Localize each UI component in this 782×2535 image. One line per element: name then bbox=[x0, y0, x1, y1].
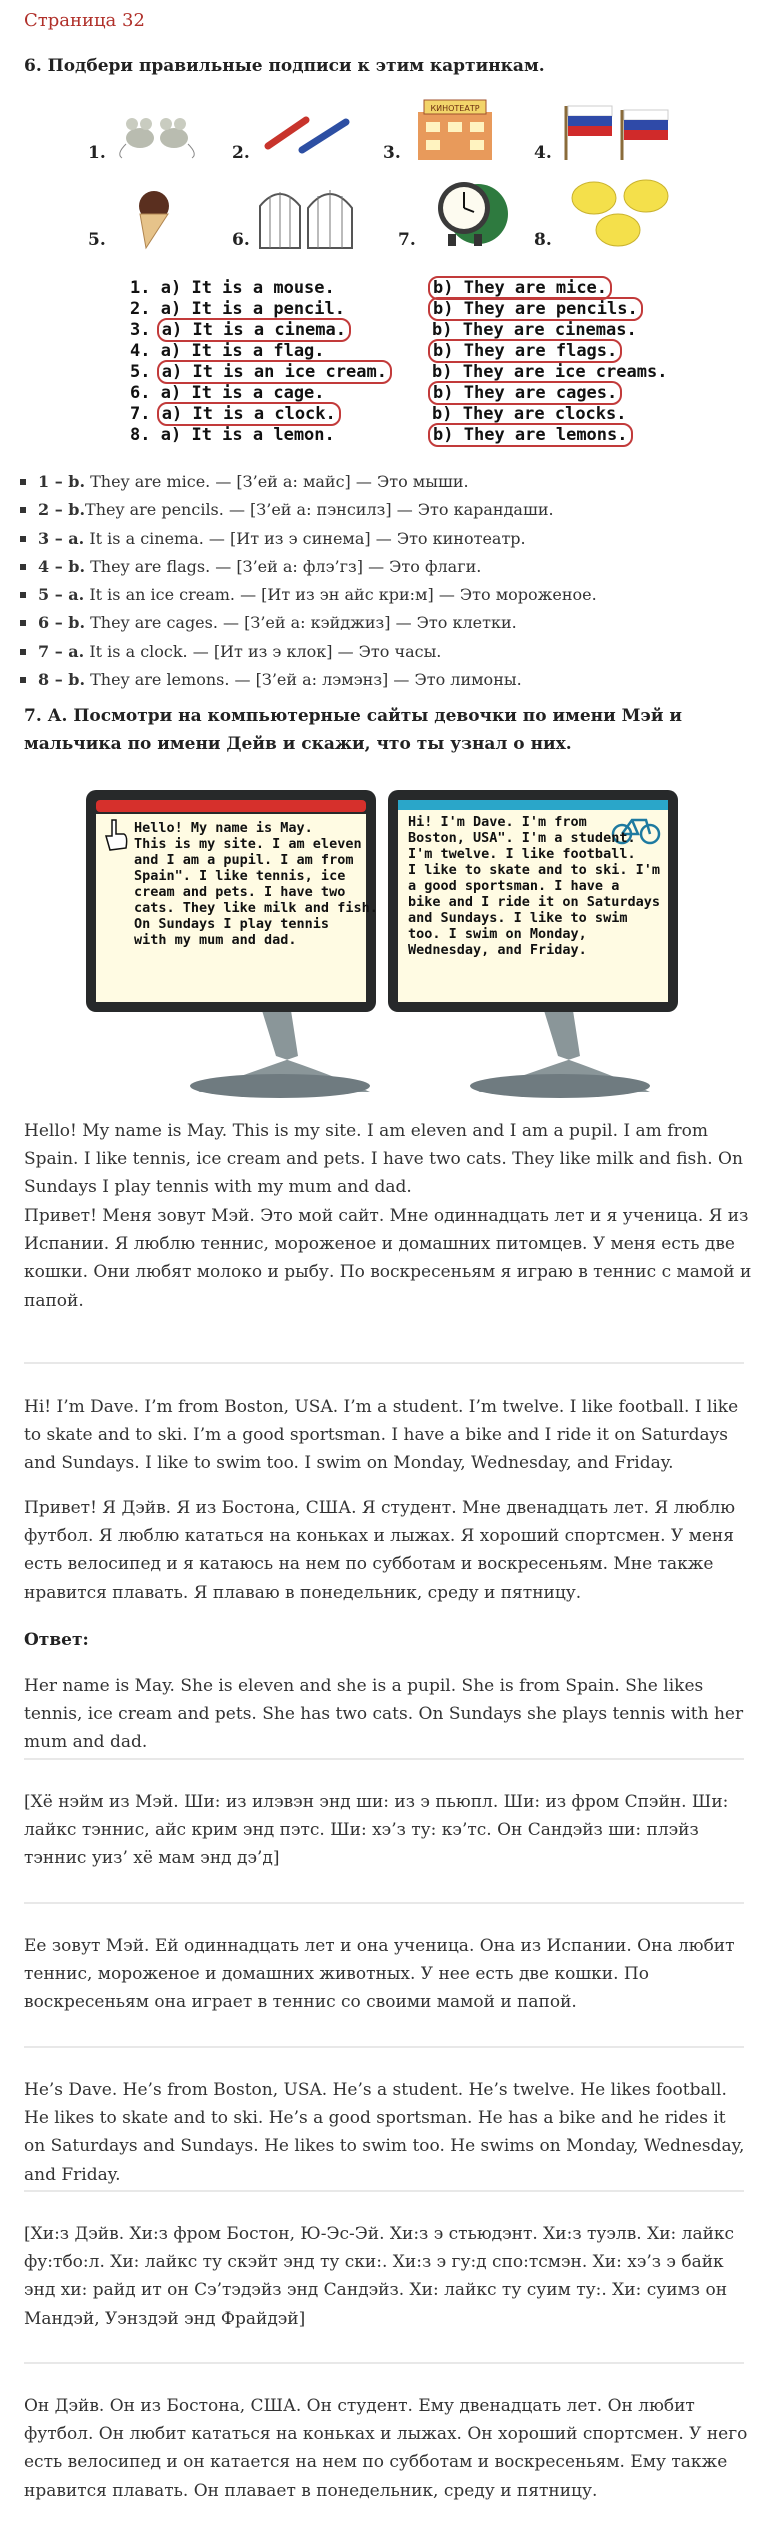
exercise-row: 6. a) It is a cage. bbox=[130, 383, 325, 403]
picture-number: 1. bbox=[88, 143, 106, 163]
circled-answer: a) It is a cinema. bbox=[157, 318, 351, 342]
exercise-row: 7. a) It is a clock. bbox=[130, 404, 392, 425]
circled-answer: b) They are pencils. bbox=[428, 297, 643, 321]
circled-answer: b) They are lemons. bbox=[428, 423, 633, 447]
answer-may-english: Her name is May. She is eleven and she is a pupil. She is from Spain. She likes tennis, ice cream and pets. She has two cats. On Sundays she plays tennis with her mum and dad. bbox=[24, 1676, 744, 1753]
circled-answer: b) They are flags. bbox=[428, 339, 622, 363]
answer-dave-transcription: [Хи:з Дэйв. Хи:з фром Бостон, Ю-Эс-Эй. Хи:з э стьюдэнт. Хи:з туэлв. Хи: лайкс фу:тбо:л. Хи: лайкс ту скэйт энд ту ски:. Хи:з э гу:д спо:тсмэн. Хи: хэ’з э байк энд хи: райд ит он Сэ’тэдэйз энд Сандэйз. Хи: лайкс ту суим ту:. Хи: суимз он Мандэй, Уэнздэй энд Фрайдэй] bbox=[24, 2224, 735, 2329]
exercise-row: 4. a) It is a flag. bbox=[130, 341, 325, 361]
picture-number: 7. bbox=[398, 230, 416, 250]
screen-header-bar bbox=[96, 800, 366, 812]
answer-may-transcription: [Хё нэйм из Мэй. Ши: из илэвэн энд ши: из э пьюпл. Ши: из фром Спэйн. Ши: лайкс тэннис, айс крим энд пэтс. Ши: хэ’з ту: кэ’тс. Он Сандэйз ши: плэйз тэннис уиз’ хё мам энд дэ’д] bbox=[24, 1792, 729, 1869]
picture-number: 2. bbox=[232, 143, 250, 163]
screen-header-bar bbox=[398, 800, 668, 810]
paragraph-may-russian: Привет! Меня зовут Мэй. Это мой сайт. Мне одиннадцать лет и я ученица. Я из Испании. Я люблю теннис, мороженое и домашних питомцев. У меня есть две кошки. Они любят молоко и рыбу. По воскресеньям я играю в теннис с мамой и папой. bbox=[24, 1206, 752, 1311]
picture-number: 6. bbox=[232, 230, 250, 250]
flags-icon bbox=[560, 100, 676, 162]
answer-label: Ответ: bbox=[24, 1630, 89, 1650]
exercise-row: 1. a) It is a mouse. bbox=[130, 278, 335, 298]
task-6-heading: 6. Подбери правильные подписи к этим картинкам. bbox=[24, 56, 545, 76]
hand-cursor-icon bbox=[102, 818, 132, 854]
pencils-icon bbox=[262, 112, 354, 154]
exercise-row: 2. a) It is a pencil. bbox=[130, 299, 345, 319]
cinema-icon bbox=[414, 98, 496, 162]
list-item: 7 – a. It is a clock. — [Ит из э клок] — Это часы. bbox=[38, 638, 758, 666]
divider bbox=[24, 1362, 744, 1364]
picture-number: 4. bbox=[534, 143, 552, 163]
exercise-table bbox=[130, 278, 392, 446]
answer-dave-russian: Он Дэйв. Он из Бостона, США. Он студент. Ему двенадцать лет. Он любит футбол. Он любит кататься на коньках и лыжах. Он хороший спортсмен. У него есть велосипед и он катается на нем по субботам и воскресеньям. Ему также нравится плавать. Он плавает в понедельник, среду и пятницу. bbox=[24, 2396, 748, 2501]
screen-may bbox=[96, 814, 378, 1002]
divider bbox=[24, 1902, 744, 1904]
exercise-row: 8. a) It is a lemon. bbox=[130, 425, 335, 445]
list-item: 1 – b. They are mice. — [З’ей а: майс] — Это мыши. bbox=[38, 468, 758, 496]
task-7-heading: 7. А. Посмотри на компьютерные сайты девочки по имени Мэй и мальчика по имени Дейв и скажи, что ты узнал о них. bbox=[24, 706, 682, 754]
list-item: 6 – b. They are cages. — [З’ей а: кэйджиз] — Это клетки. bbox=[38, 609, 758, 637]
list-item: 2 – b.They are pencils. — [З’ей а: пэнсилз] — Это карандаши. bbox=[38, 496, 758, 524]
paragraph-dave-english: Hi! I’m Dave. I’m from Boston, USA. I’m a student. I’m twelve. I like football. I like to skate and to ski. I’m a good sportsman. I have a bike and I ride it on Saturdays and Sundays. I like to swim too. I swim on Monday, Wednesday, and Friday. bbox=[24, 1397, 739, 1474]
mice-icon bbox=[112, 110, 204, 160]
exercise-row: 3. a) It is a cinema. bbox=[130, 320, 392, 341]
screen-dave-text: Hi! I'm Dave. I'm from Boston, USA". I'm a student. I'm twelve. I like football. I like to skate and to ski. I'm a good sportsman. I have a bike and I ride it on Saturdays and Sundays. I like to swim too. I swim on Monday, Wednesday, and Friday. bbox=[408, 814, 660, 958]
screen-dave bbox=[398, 800, 668, 1002]
list-item: 4 – b. They are flags. — [З’ей а: флэ’гз] — Это флаги. bbox=[38, 553, 758, 581]
ice-cream-icon bbox=[124, 188, 180, 252]
lemons-icon bbox=[562, 172, 686, 258]
picture-number: 8. bbox=[534, 230, 552, 250]
monitor-dave bbox=[388, 790, 678, 1012]
picture-number: 3. bbox=[383, 143, 401, 163]
divider bbox=[24, 1758, 744, 1760]
monitor-may bbox=[86, 790, 376, 1012]
clocks-icon bbox=[430, 170, 512, 256]
exercise-table-b: b) They are mice. b) They are pencils. b) They are cinemas. b) They are flags. b) They are ice creams. b) They are cages. b) They are clocks. b) They are lemons. bbox=[432, 278, 667, 446]
screen-may-text: Hello! My name is May. This is my site. I am eleven and I am a pupil. I am from Spain". I like tennis, ice cream and pets. I have two cats. They like milk and fish. On Sundays I play tennis with my mum and dad. bbox=[134, 820, 378, 948]
circled-answer: b) They are mice. bbox=[428, 276, 612, 300]
paragraph-dave-russian: Привет! Я Дэйв. Я из Бостона, США. Я студент. Мне двенадцать лет. Я люблю футбол. Я люблю кататься на коньках и лыжах. Я хороший спортсмен. У меня есть велосипед и я катаюсь на нем по субботам и воскресеньям. Мне также нравится плавать. Я плаваю в понедельник, среду и пятницу. bbox=[24, 1498, 736, 1603]
circled-answer: a) It is an ice cream. bbox=[157, 360, 392, 384]
exercise-row: 5. a) It is an ice cream. bbox=[130, 362, 392, 383]
cages-icon bbox=[254, 176, 364, 252]
answer-list bbox=[10, 468, 758, 694]
picture-number: 5. bbox=[88, 230, 106, 250]
cinema-sign: КИНОТЕАТР bbox=[430, 104, 480, 113]
circled-answer: a) It is a clock. bbox=[157, 402, 341, 426]
paragraph-may-english: Hello! My name is May. This is my site. I am eleven and I am a pupil. I am from Spain. I like tennis, ice cream and pets. I have two cats. They like milk and fish. On Sundays I play tennis with my mum and dad. bbox=[24, 1121, 743, 1198]
answer-may-russian: Ее зовут Мэй. Ей одиннадцать лет и она ученица. Она из Испании. Она любит теннис, мороженое и домашних животных. У нее есть две кошки. По воскресеньям она играет в теннис со своими мамой и папой. bbox=[24, 1936, 735, 2013]
divider bbox=[24, 2190, 744, 2192]
divider bbox=[24, 2046, 744, 2048]
divider bbox=[24, 2362, 744, 2364]
answer-dave-english: He’s Dave. He’s from Boston, USA. He’s a student. He’s twelve. He likes football. He likes to skate and to ski. He’s a good sportsman. He has a bike and he rides it on Saturdays and Sundays. He likes to swim too. He swims on Monday, Wednesday, and Friday. bbox=[24, 2080, 745, 2185]
list-item: 8 – b. They are lemons. — [З’ей а: лэмэнз] — Это лимоны. bbox=[38, 666, 758, 694]
circled-answer: b) They are cages. bbox=[428, 381, 622, 405]
list-item: 3 – a. It is a cinema. — [Ит из э синема] — Это кинотеатр. bbox=[38, 525, 758, 553]
page-number-link[interactable]: Страница 32 bbox=[24, 10, 145, 31]
list-item: 5 – a. It is an ice cream. — [Ит из эн айс кри:м] — Это мороженое. bbox=[38, 581, 758, 609]
